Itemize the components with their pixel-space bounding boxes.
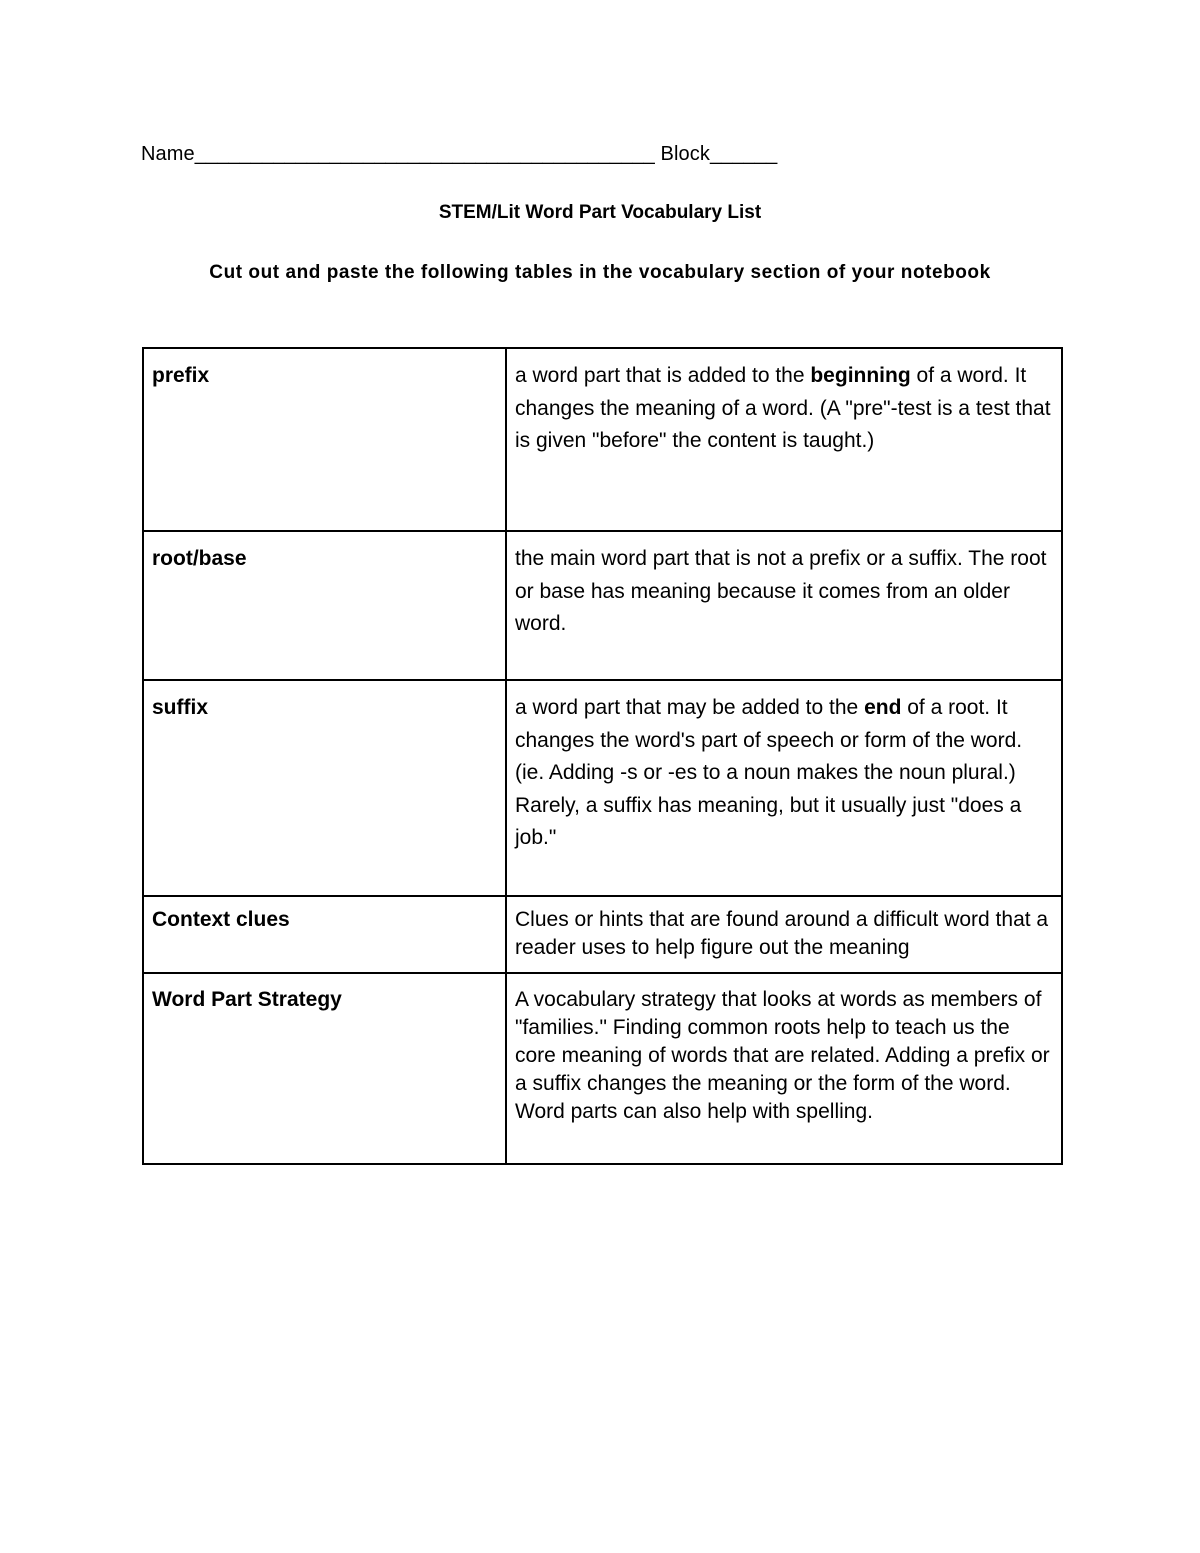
document-instructions: Cut out and paste the following tables in the vocabulary section of your notebook <box>209 262 991 283</box>
table-row <box>143 896 1062 973</box>
document-title: STEM/Lit Word Part Vocabulary List <box>438 202 762 223</box>
vocabulary-table <box>142 347 1063 1165</box>
table-row <box>143 680 1062 896</box>
definition-bold-word: end <box>864 696 902 719</box>
term-cell: prefix <box>143 348 506 531</box>
table-row <box>143 973 1062 1164</box>
definition-bold-word: beginning <box>810 364 911 387</box>
definition-cell: the main word part that is not a prefix or a suffix. The root or base has meaning because it comes from an older word. <box>506 531 1062 680</box>
term-cell: Context clues <box>143 896 506 973</box>
term-cell: Word Part Strategy <box>143 973 506 1164</box>
table-row <box>143 531 1062 680</box>
definition-cell <box>506 680 1062 896</box>
definition-cell: Clues or hints that are found around a difficult word that a reader uses to help figure out the meaning <box>506 896 1062 973</box>
definition-text: a word part that is added to the <box>515 364 811 387</box>
definition-text: of a word. It changes the meaning of a word. (A "pre"-test is a test that is given "before" the content is taught.) <box>515 364 1051 452</box>
definition-cell: A vocabulary strategy that looks at words as members of "families." Finding common roots help to teach us the core meaning of words that are related. Adding a prefix or a suffix changes the meaning or the form of the word. Word parts can also help with spelling. <box>506 973 1062 1164</box>
definition-text: a word part that may be added to the <box>515 696 865 719</box>
definition-text: of a root. It changes the word's part of speech or form of the word. (ie. Adding -s or -es to a noun makes the noun plural.) Rarely, a suffix has meaning, but it usually just "does a job." <box>515 696 1023 849</box>
term-cell: root/base <box>143 531 506 680</box>
term-cell: suffix <box>143 680 506 896</box>
name-block-line: Name_________________________________________ Block______ <box>141 143 778 165</box>
table-row <box>143 348 1062 531</box>
definition-cell <box>506 348 1062 531</box>
